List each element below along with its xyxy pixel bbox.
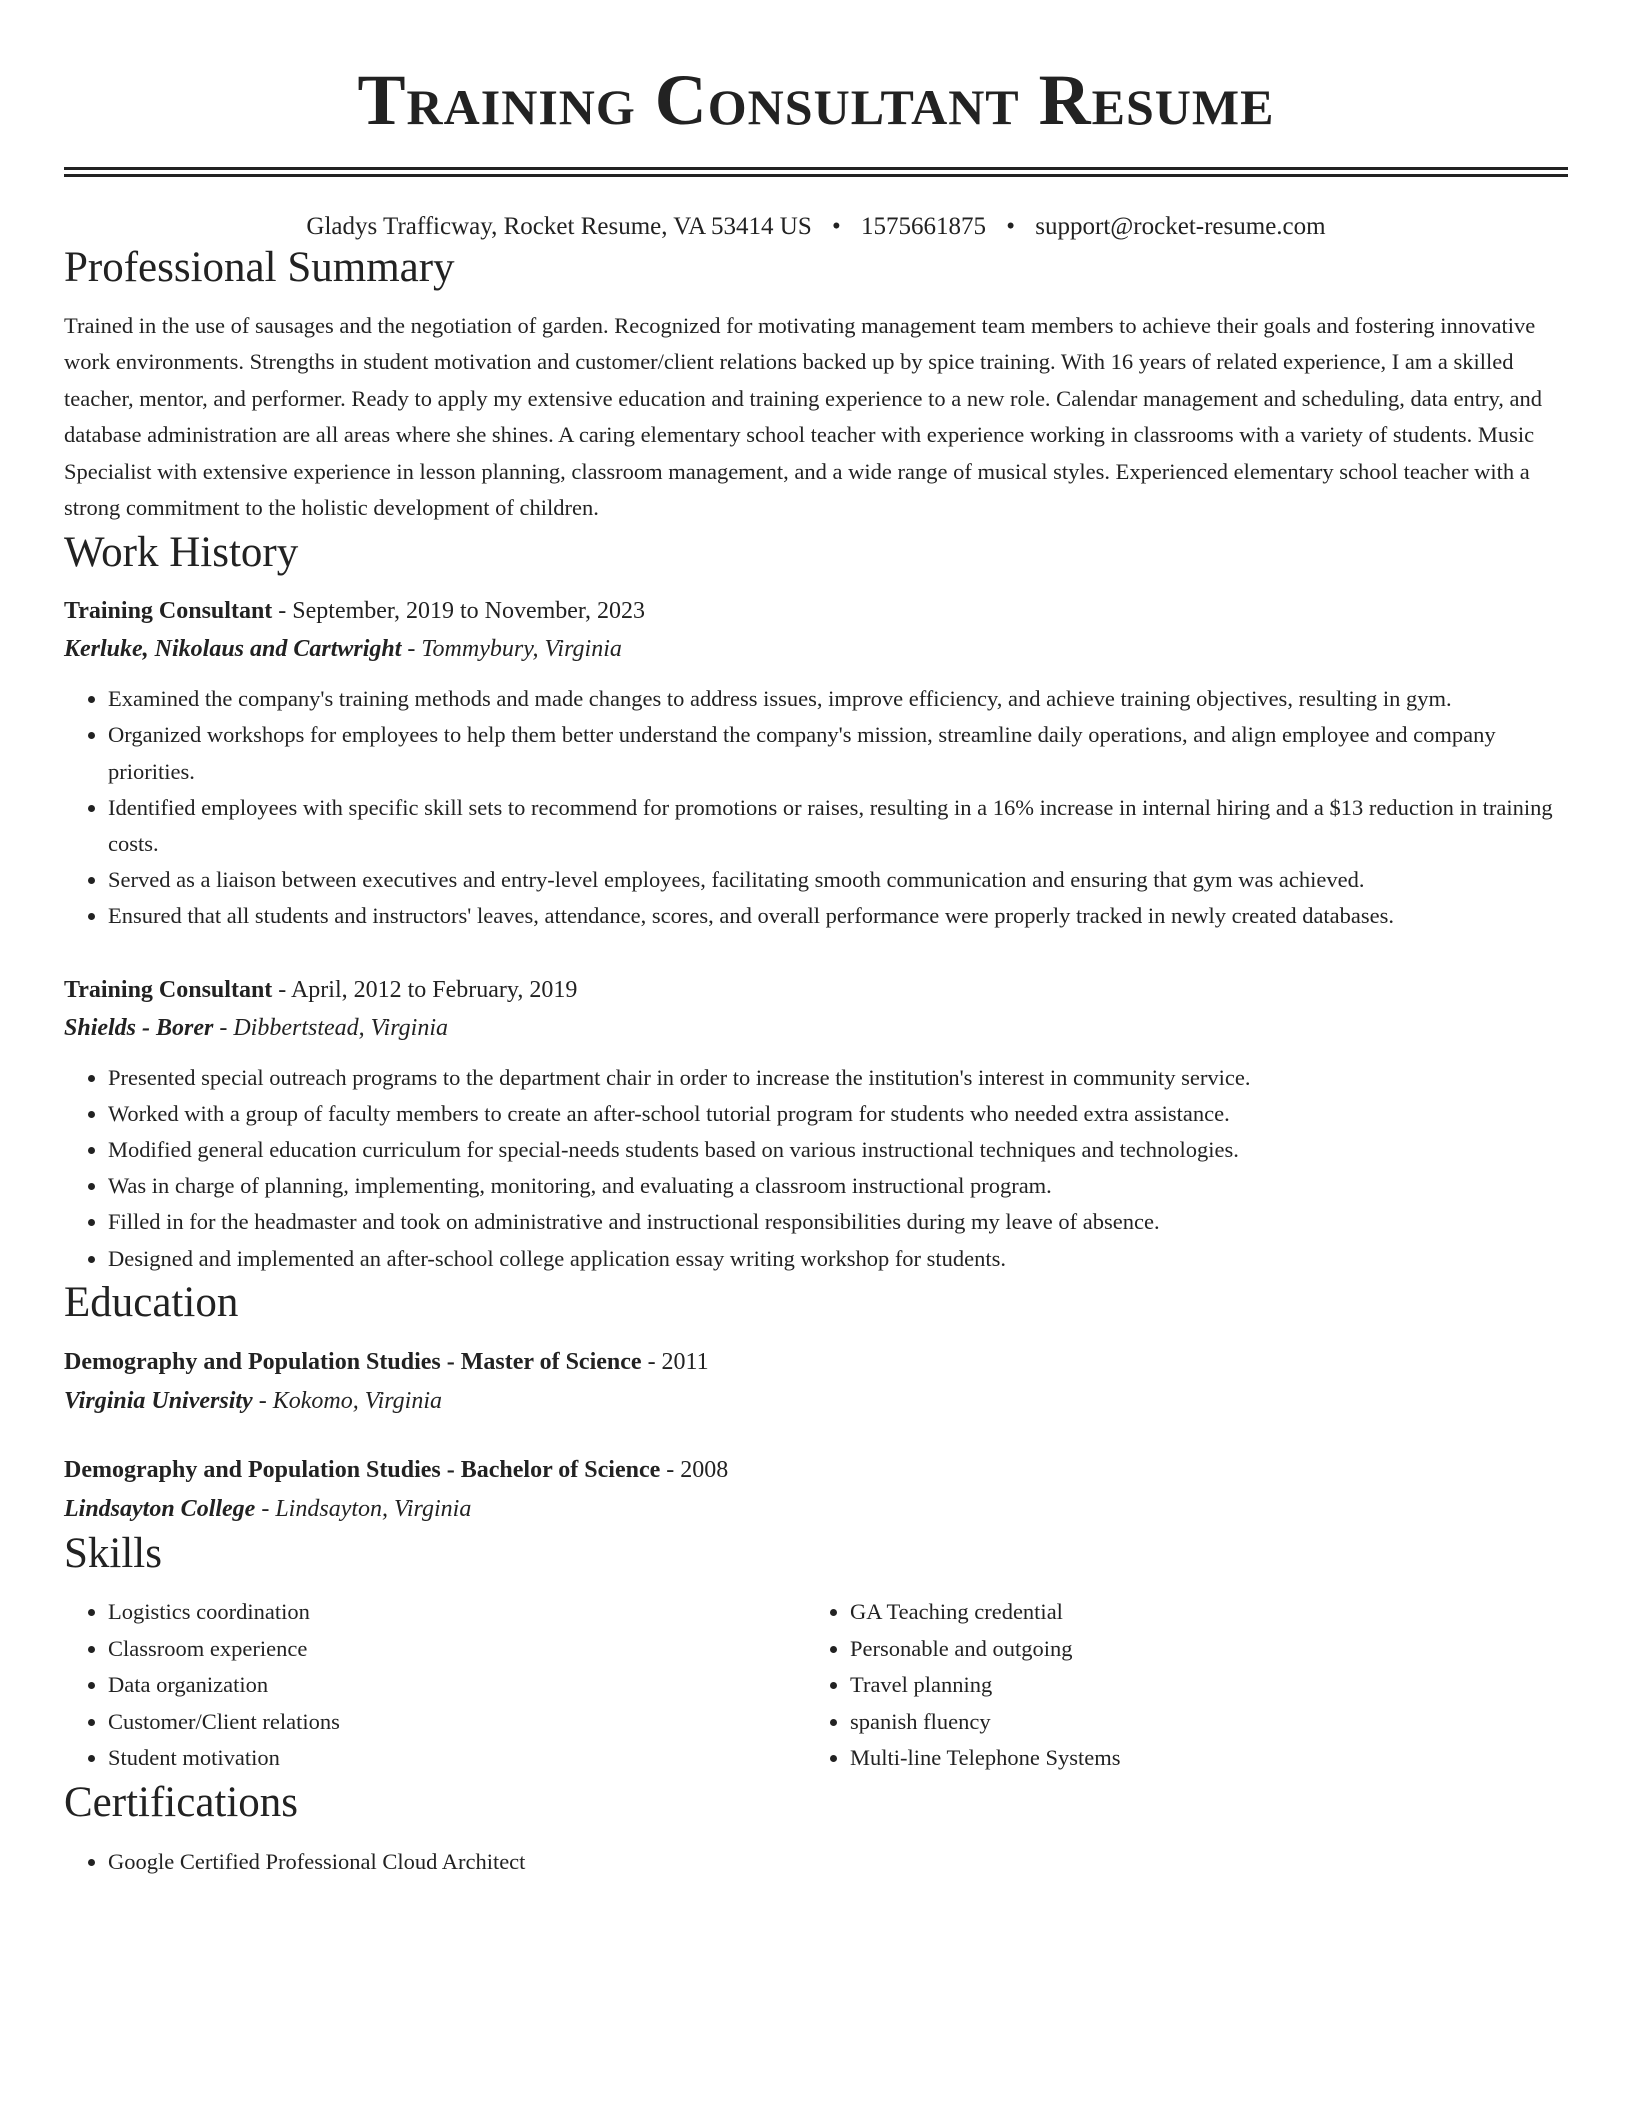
job-bullet: • Was in charge of planning, implementing, monitoring, and evaluating a classroom instructional program.: [108, 1168, 1568, 1204]
degree-year: - 2008: [660, 1457, 729, 1484]
skill-item: • GA Teaching credential: [850, 1594, 1548, 1631]
degree-line: [64, 1342, 1568, 1382]
job-dates: - April, 2012 to February, 2019: [272, 976, 578, 1003]
summary-text: Trained in the use of sausages and the negotiation of garden. Recognized for motivating management team members to achieve their goals and fostering innovative work environments. Strengths in student motivation and customer/client relations backed up by spice training. With 16 years of related experience, I am a skilled teacher, mentor, and performer. Ready to apply my extensive education and training experience to a new role. Calendar management and scheduling, data entry, and database administration are all areas where she shines. A caring elementary school teacher with experience working in classrooms with a variety of students. Music Specialist with extensive experience in lesson planning, classroom management, and a wide range of musical styles. Experienced elementary school teacher with a strong commitment to the holistic development of children.: [64, 312, 1543, 521]
contact-separator: •: [1006, 213, 1016, 240]
job-bullet: • Ensured that all students and instructors' leaves, attendance, scores, and overall performance were properly tracked in newly created databases.: [108, 898, 1568, 934]
contact-separator: •: [832, 213, 841, 240]
job-bullet: • Identified employees with specific skill sets to recommend for promotions or raises, resulting in a 16% increase in internal hiring and a $13 reduction in training costs.: [108, 790, 1568, 862]
skill-item: • Logistics coordination: [108, 1594, 806, 1631]
contact-phone: 1575661875: [861, 213, 987, 240]
skills-heading: Skills: [64, 1530, 162, 1578]
degree-line: [64, 1450, 1568, 1490]
degree-name: Demography and Population Studies - Master of Science: [64, 1349, 642, 1376]
job-bullet: • Served as a liaison between executives and entry-level employees, facilitating smooth communication and ensuring that gym was achieved.: [108, 862, 1568, 898]
job-bullet: • Worked with a group of faculty members to create an after-school tutorial program for students who needed extra assistance.: [108, 1096, 1568, 1132]
skills-section: [64, 1528, 1568, 1776]
skill-item: • Multi-line Telephone Systems: [850, 1740, 1548, 1777]
employer-name: Kerluke, Nikolaus and Cartwright: [64, 636, 402, 663]
job-bullets: [64, 681, 1568, 934]
employer-location: - Tommybury, Virginia: [401, 636, 622, 663]
education-section: [64, 1277, 1568, 1529]
skills-grid: [64, 1594, 1568, 1777]
job-title: Training Consultant: [64, 598, 273, 625]
skill-item: • Customer/Client relations: [108, 1704, 806, 1741]
job-title-line: [64, 592, 1568, 630]
school-location: - Lindsayton, Virginia: [255, 1496, 472, 1523]
job-entry: [64, 971, 1568, 1277]
contact-line: [64, 212, 1568, 242]
degree-name: Demography and Population Studies - Bachelor of Science: [64, 1457, 661, 1484]
school-name: Virginia University: [64, 1388, 253, 1415]
skills-column-left: [64, 1594, 806, 1777]
job-bullet: • Modified general education curriculum for special-needs students based on various instructional techniques and technologies.: [108, 1132, 1568, 1168]
education-entry: [64, 1450, 1568, 1528]
work-history-heading: Work History: [64, 528, 299, 576]
job-bullets: [64, 1060, 1568, 1277]
skills-column-right: [806, 1594, 1548, 1777]
title-double-rule: [64, 167, 1568, 177]
job-bullet: • Designed and implemented an after-school college application essay writing workshop for students.: [108, 1241, 1568, 1277]
employer-line: [64, 1009, 1568, 1047]
job-title-line: [64, 971, 1568, 1009]
employer-location: - Dibbertstead, Virginia: [213, 1014, 449, 1041]
contact-address: Gladys Trafficway, Rocket Resume, VA 53414 US: [306, 213, 812, 240]
school-line: [64, 1382, 1568, 1420]
certifications-section: [64, 1777, 1568, 1881]
school-location: - Kokomo, Virginia: [252, 1388, 443, 1415]
job-entry: [64, 592, 1568, 934]
summary-heading: Professional Summary: [64, 244, 455, 291]
skill-item: • spanish fluency: [850, 1704, 1548, 1741]
skill-item: • Student motivation: [108, 1740, 806, 1777]
school-line: [64, 1490, 1568, 1528]
job-bullet: • Organized workshops for employees to help them better understand the company's mission, streamline daily operations, and align employee and company priorities.: [108, 717, 1568, 789]
school-name: Lindsayton College: [64, 1496, 256, 1523]
job-bullet: • Examined the company's training methods and made changes to address issues, improve efficiency, and achieve training objectives, resulting in gym.: [108, 681, 1568, 717]
skill-item: • Classroom experience: [108, 1631, 806, 1668]
work-history-section: [64, 527, 1568, 1277]
skill-item: • Travel planning: [850, 1667, 1548, 1704]
certification-item: • Google Certified Professional Cloud Architect: [108, 1844, 1568, 1880]
job-dates: - September, 2019 to November, 2023: [272, 598, 645, 625]
resume-title: Training Consultant Resume: [357, 60, 1275, 140]
certifications-list: [64, 1844, 1568, 1880]
education-heading: Education: [64, 1278, 239, 1326]
degree-year: - 2011: [641, 1349, 709, 1376]
skill-item: • Personable and outgoing: [850, 1631, 1548, 1668]
job-bullet: • Presented special outreach programs to the department chair in order to increase the institution's interest in community service.: [108, 1060, 1568, 1096]
education-entry: [64, 1342, 1568, 1420]
employer-line: [64, 630, 1568, 668]
certifications-heading: Certifications: [64, 1778, 299, 1826]
skill-item: • Data organization: [108, 1667, 806, 1704]
job-bullet: • Filled in for the headmaster and took on administrative and instructional responsibilities during my leave of absence.: [108, 1204, 1568, 1240]
job-title: Training Consultant: [64, 976, 273, 1003]
summary-section: [64, 242, 1568, 527]
employer-name: Shields - Borer: [64, 1014, 214, 1041]
contact-email: support@rocket-resume.com: [1035, 213, 1326, 240]
